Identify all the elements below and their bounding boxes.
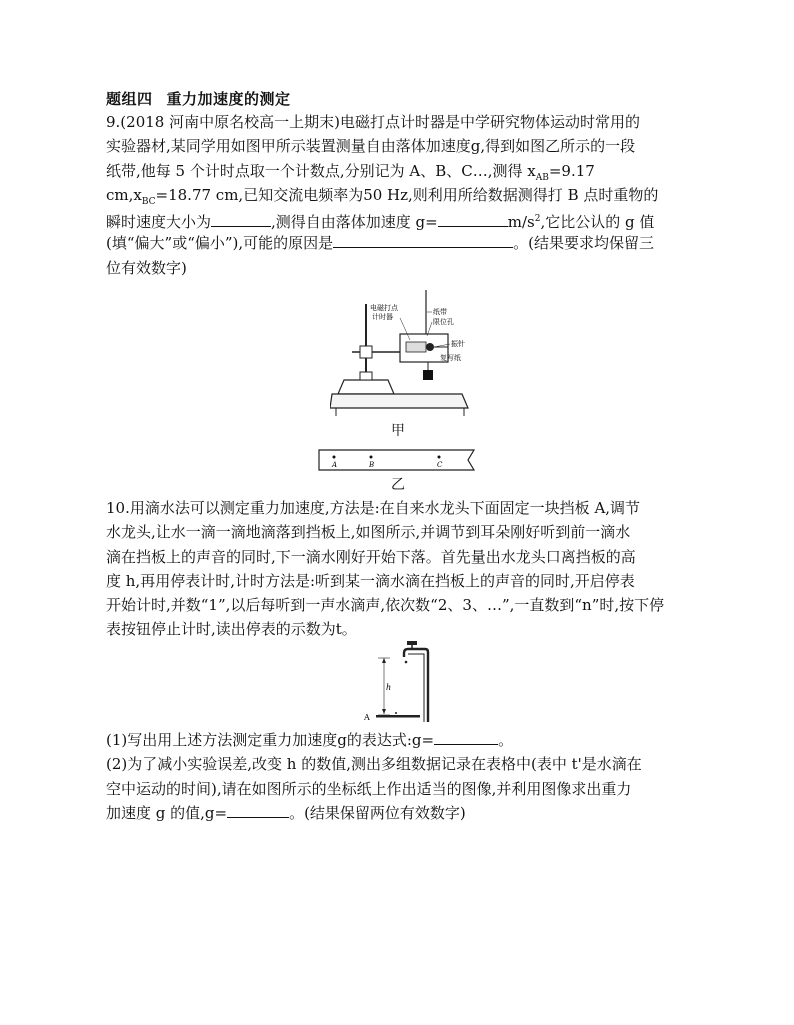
question-9 (106, 110, 686, 280)
label-timer-1: 电磁打点 (370, 304, 398, 312)
question-10-parts (106, 728, 686, 825)
q9-line-5: 瞬时速度大小为 ,测得自由落体加速度 $g= m/s^2$,它比公认的 g 值 (106, 213, 655, 232)
drip-label-a: A (364, 713, 370, 722)
figure-drip-apparatus (362, 640, 434, 724)
label-timer-2: 计时器 (372, 313, 393, 321)
tape-label-c: C (437, 461, 443, 469)
figure-yi-caption: 乙 (391, 477, 405, 493)
answer-blank-g-value (227, 803, 289, 818)
q9-line-4: $cm,x_{BC}=18.77$ cm,已知交流电频率为50 Hz,则利用所给数据测得打 B 点时重物的 (106, 185, 659, 207)
tape-label-a: A (332, 461, 338, 469)
figure-yi-tape (318, 448, 476, 472)
q9-line-1: 9.(2018 河南中原名校高一上期末)电磁打点计时器是中学研究物体运动时常用的 (106, 113, 640, 131)
tape-point-b (370, 456, 373, 459)
question-10 (106, 496, 686, 642)
section-heading (106, 88, 291, 109)
q10-line-5: 开始计时,并数“1”,以后每听到一声水滴声,依次数“2、3、…”,一直数到“n”时,按下停 (106, 596, 665, 615)
section-heading-label: 题组四 (106, 90, 153, 108)
tape-point-c (438, 456, 441, 459)
tape-point-a (333, 456, 336, 459)
q10-part-1: (1)写出用上述方法测定重力加速度g的表达式:g= 。 (106, 731, 514, 749)
answer-blank-reason (333, 233, 513, 248)
label-carbon: 复写纸 (440, 354, 461, 362)
figure-jia-caption: 甲 (391, 423, 405, 439)
answer-blank-g (438, 212, 508, 227)
q9-line-6: (填“偏大”或“偏小”),可能的原因是 。(结果要求均保留三 (106, 234, 655, 253)
q10-part-2-line-1: (2)为了减小实验误差,改变 h 的数值,测出多组数据记录在表格中(表中 t'是水滴在 (106, 755, 642, 774)
label-tape: 纸带 (433, 308, 447, 316)
q10-line-2: 水龙头,让水一滴一滴地滴落到挡板上,如图所示,并调节到耳朵刚好听到前一滴水 (106, 523, 631, 542)
q9-line-2: 实验器材,某同学用如图甲所示装置测量自由落体加速度g,得到如图乙所示的一段 (106, 137, 636, 156)
q10-part-2-line-3: 加速度 g 的值,g= 。(结果保留两位有效数字) (106, 803, 466, 822)
section-heading-title: 重力加速度的测定 (166, 90, 291, 108)
label-needle: 振针 (451, 340, 465, 348)
q10-line-6: 表按钮停止计时,读出停表的示数为t。 (106, 620, 357, 639)
answer-blank-velocity (211, 212, 271, 227)
q10-line-1: 10.用滴水法可以测定重力加速度,方法是:在自来水龙头下面固定一块挡板 A,调节 (106, 499, 641, 517)
q9-line-3: 纸带,他每 5 个计时点取一个计数点,分别记为 A、B、C…,测得 $x_{AB}=9.17$ (106, 161, 595, 183)
q9-line-7: 位有效数字) (106, 258, 187, 277)
q10-line-3: 滴在挡板上的声音的同时,下一滴水刚好开始下落。首先量出水龙头口离挡板的高 (106, 547, 636, 566)
figure-jia-apparatus (330, 290, 470, 418)
label-hole: 限位孔 (433, 318, 454, 326)
drip-label-h: h (386, 683, 392, 692)
answer-blank-g-expression (434, 730, 498, 745)
q10-part-2-line-2: 空中运动的时间),请在如图所示的坐标纸上作出适当的图像,并利用图像求出重力 (106, 779, 632, 798)
q10-line-4: 度 h,再用停表计时,计时方法是:听到某一滴水滴在挡板上的声音的同时,开启停表 (106, 571, 635, 590)
tape-label-b: B (369, 461, 375, 469)
